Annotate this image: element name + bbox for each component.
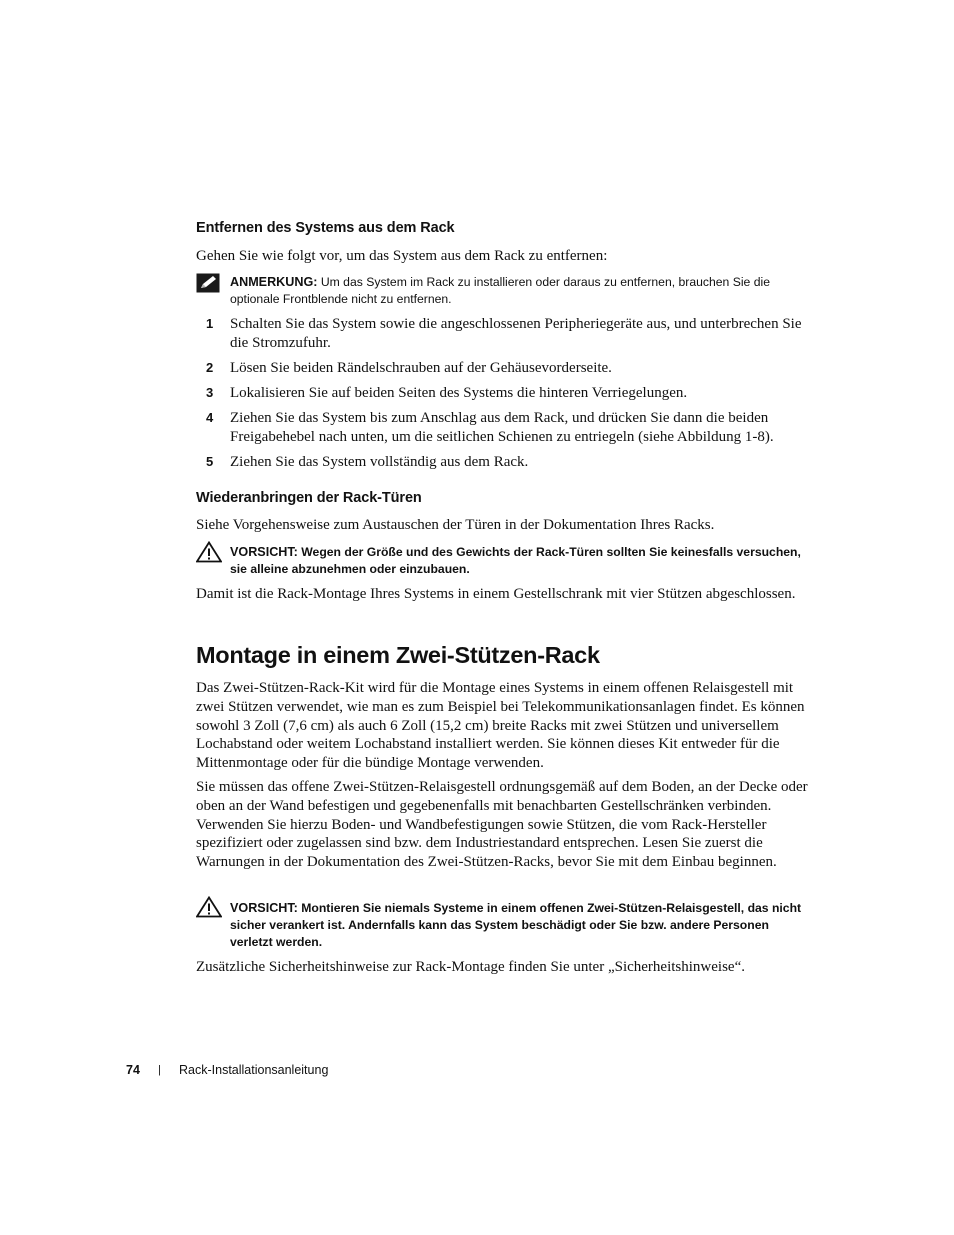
- caution-body: Montieren Sie niemals Systeme in einem offenen Zwei-Stützen-Relaisgestell, das nicht sicher verankert ist. Andernfalls kann das System beschädigt oder Sie bzw. andere Personen verletzt werden.: [230, 901, 802, 949]
- footer-doc-title: Rack-Installationsanleitung: [179, 1063, 329, 1077]
- step-number: 3: [206, 385, 214, 400]
- section-heading-remove-system: Entfernen des Systems aus dem Rack: [196, 220, 455, 236]
- step-text: Ziehen Sie das System vollständig aus dem Rack.: [230, 454, 529, 470]
- caution-text: [230, 900, 810, 951]
- caution-box: [196, 896, 811, 950]
- warning-triangle-icon: [196, 541, 222, 568]
- section-intro: Siehe Vorgehensweise zum Austauschen der Türen in der Dokumentation Ihres Racks.: [196, 517, 715, 533]
- note-pencil-icon: [196, 273, 220, 298]
- step-text: Schalten Sie das System sowie die angeschlossenen Peripheriegeräte aus, und unterbrechen Sie die Stromzufuhr.: [230, 316, 802, 351]
- note-body: Um das System im Rack zu installieren oder daraus zu entfernen, brauchen Sie die optionale Frontblende nicht zu entfernen.: [230, 275, 770, 306]
- page-title: Montage in einem Zwei-Stützen-Rack: [196, 642, 600, 668]
- paragraph: Zusätzliche Sicherheitshinweise zur Rack-Montage finden Sie unter „Sicherheitshinweise“.: [196, 959, 745, 975]
- step-number: 4: [206, 410, 214, 425]
- note-text: [230, 274, 810, 308]
- step-text: Ziehen Sie das System bis zum Anschlag aus dem Rack, und drücken Sie dann die beiden Freigabehebel nach unten, um die seitlichen Schienen zu entriegeln (siehe Abbildung 1-8).: [230, 410, 774, 445]
- caution-label: VORSICHT:: [230, 545, 298, 559]
- step-text: Lokalisieren Sie auf beiden Seiten des Systems die hinteren Verriegelungen.: [230, 385, 688, 401]
- closing-paragraph: Damit ist die Rack-Montage Ihres Systems in einem Gestellschrank mit vier Stützen abgeschlossen.: [196, 586, 796, 602]
- section-heading-rack-doors: Wiederanbringen der Rack-Türen: [196, 490, 422, 506]
- caution-label: VORSICHT:: [230, 901, 298, 915]
- step-number: 1: [206, 316, 214, 331]
- step-number: 5: [206, 454, 214, 469]
- step-text: Lösen Sie beiden Rändelschrauben auf der Gehäusevorderseite.: [230, 360, 612, 376]
- warning-triangle-icon: [196, 896, 222, 923]
- page-number: 74: [126, 1063, 140, 1077]
- note-box: [196, 273, 811, 309]
- paragraph: Das Zwei-Stützen-Rack-Kit wird für die Montage eines Systems in einem offenen Relaisgestell mit zwei Stützen verwendet, wie man es zum Beispiel bei Telekommunikationsanlagen findet. Es können sowohl 3 Zoll (7,6 cm) als auch 6 Zoll (15,2 cm) breite Racks mit zwei Stützen und universellem Lochabstand oder weitem Lochabstand installiert werden. Sie können dieses Kit entweder für die Mittenmontage oder für die bündige Montage verwenden.: [196, 680, 805, 772]
- section-intro: Gehen Sie wie folgt vor, um das System aus dem Rack zu entfernen:: [196, 248, 608, 264]
- caution-body: Wegen der Größe und des Gewichts der Rack-Türen sollten Sie keinesfalls versuchen, sie alleine abzunehmen oder einzubauen.: [230, 545, 801, 576]
- caution-text: [230, 544, 810, 578]
- paragraph: Sie müssen das offene Zwei-Stützen-Relaisgestell ordnungsgemäß auf dem Boden, an der Decke oder oben an der Wand befestigen und gegebenenfalls mit benachbarten Gestellschränken verbinden. Verwenden Sie hierzu Boden- und Wandbefestigungen sowie Stützen, die vom Rack-Hersteller spezifiziert oder zugelassen sind bzw. dem Industriestandard entsprechen. Lesen Sie zuerst die Warnungen in der Dokumentation des Zwei-Stützen-Racks, bevor Sie mit dem Einbau beginnen.: [196, 779, 808, 871]
- footer-separator: |: [158, 1064, 161, 1076]
- caution-box: [196, 541, 811, 579]
- step-number: 2: [206, 360, 214, 375]
- note-label: ANMERKUNG:: [230, 275, 318, 289]
